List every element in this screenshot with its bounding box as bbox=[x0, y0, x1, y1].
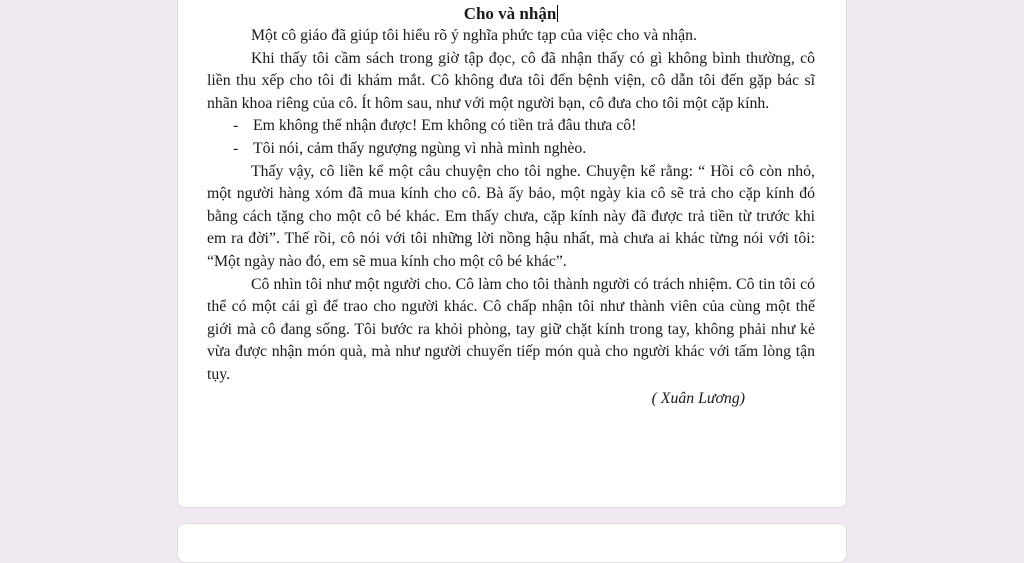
next-page bbox=[177, 523, 847, 563]
paragraph-3: Thấy vậy, cô liền kể một câu chuyện cho tôi nghe. Chuyện kể rằng: “ Hồi cô còn nhỏ, một người hàng xóm đã mua kính cho cô. Bà ấy bảo, một ngày kia cô sẽ trả cho cặp kính đó bằng cách tặng cho một cô bé khác. Em thấy chưa, cặp kính này đã được trả tiền từ trước khi em ra đời”. Thế rồi, cô nói với tôi những lời nồng hậu nhất, mà chưa ai khác từng nói với tôi: “Một ngày nào đó, em sẽ mua kính cho một cô bé khác”. bbox=[207, 162, 815, 270]
document-body bbox=[207, 3, 815, 410]
title-text: Cho và nhận bbox=[463, 4, 557, 23]
text-cursor bbox=[557, 5, 558, 22]
document-title bbox=[207, 3, 815, 25]
paragraph-4: Cô nhìn tôi như một người cho. Cô làm cho tôi thành người có trách nhiệm. Cô tin tôi có thể có một cái gì để trao cho người khác. Cô chấp nhận tôi như thành viên của cùng một thế giới mà cô đang sống. Tôi bước ra khỏi phòng, tay giữ chặt kính trong tay, không phải như kẻ vừa được nhận món quà, mà như người chuyển tiếp món quà cho người khác với tấm lòng tận tụy. bbox=[207, 275, 815, 383]
dialogue-text: Tôi nói, cảm thấy ngượng ngùng vì nhà mình nghèo. bbox=[253, 139, 587, 157]
dialogue-line-2 bbox=[207, 138, 815, 161]
document-page bbox=[177, 0, 847, 508]
author-signature: ( Xuân Lương) bbox=[651, 389, 745, 407]
dash-marker: - bbox=[233, 117, 239, 135]
paragraph-2: Khi thấy tôi cầm sách trong giờ tập đọc, cô đã nhận thấy có gì không bình thường, cô liền thu xếp cho tôi đi khám mắt. Cô không đưa tôi đến bệnh viện, cô dẫn tôi đến gặp bác sĩ nhãn khoa riêng của cô. Ít hôm sau, như với một người bạn, cô đưa cho tôi một cặp kính. bbox=[207, 49, 815, 112]
dash-marker: - bbox=[233, 139, 239, 157]
paragraph-1: Một cô giáo đã giúp tôi hiểu rõ ý nghĩa phức tạp của việc cho và nhận. bbox=[251, 27, 697, 44]
dialogue-text: Em không thể nhận được! Em không có tiền trả đâu thưa cô! bbox=[253, 117, 637, 135]
dialogue-line-1 bbox=[207, 115, 815, 138]
